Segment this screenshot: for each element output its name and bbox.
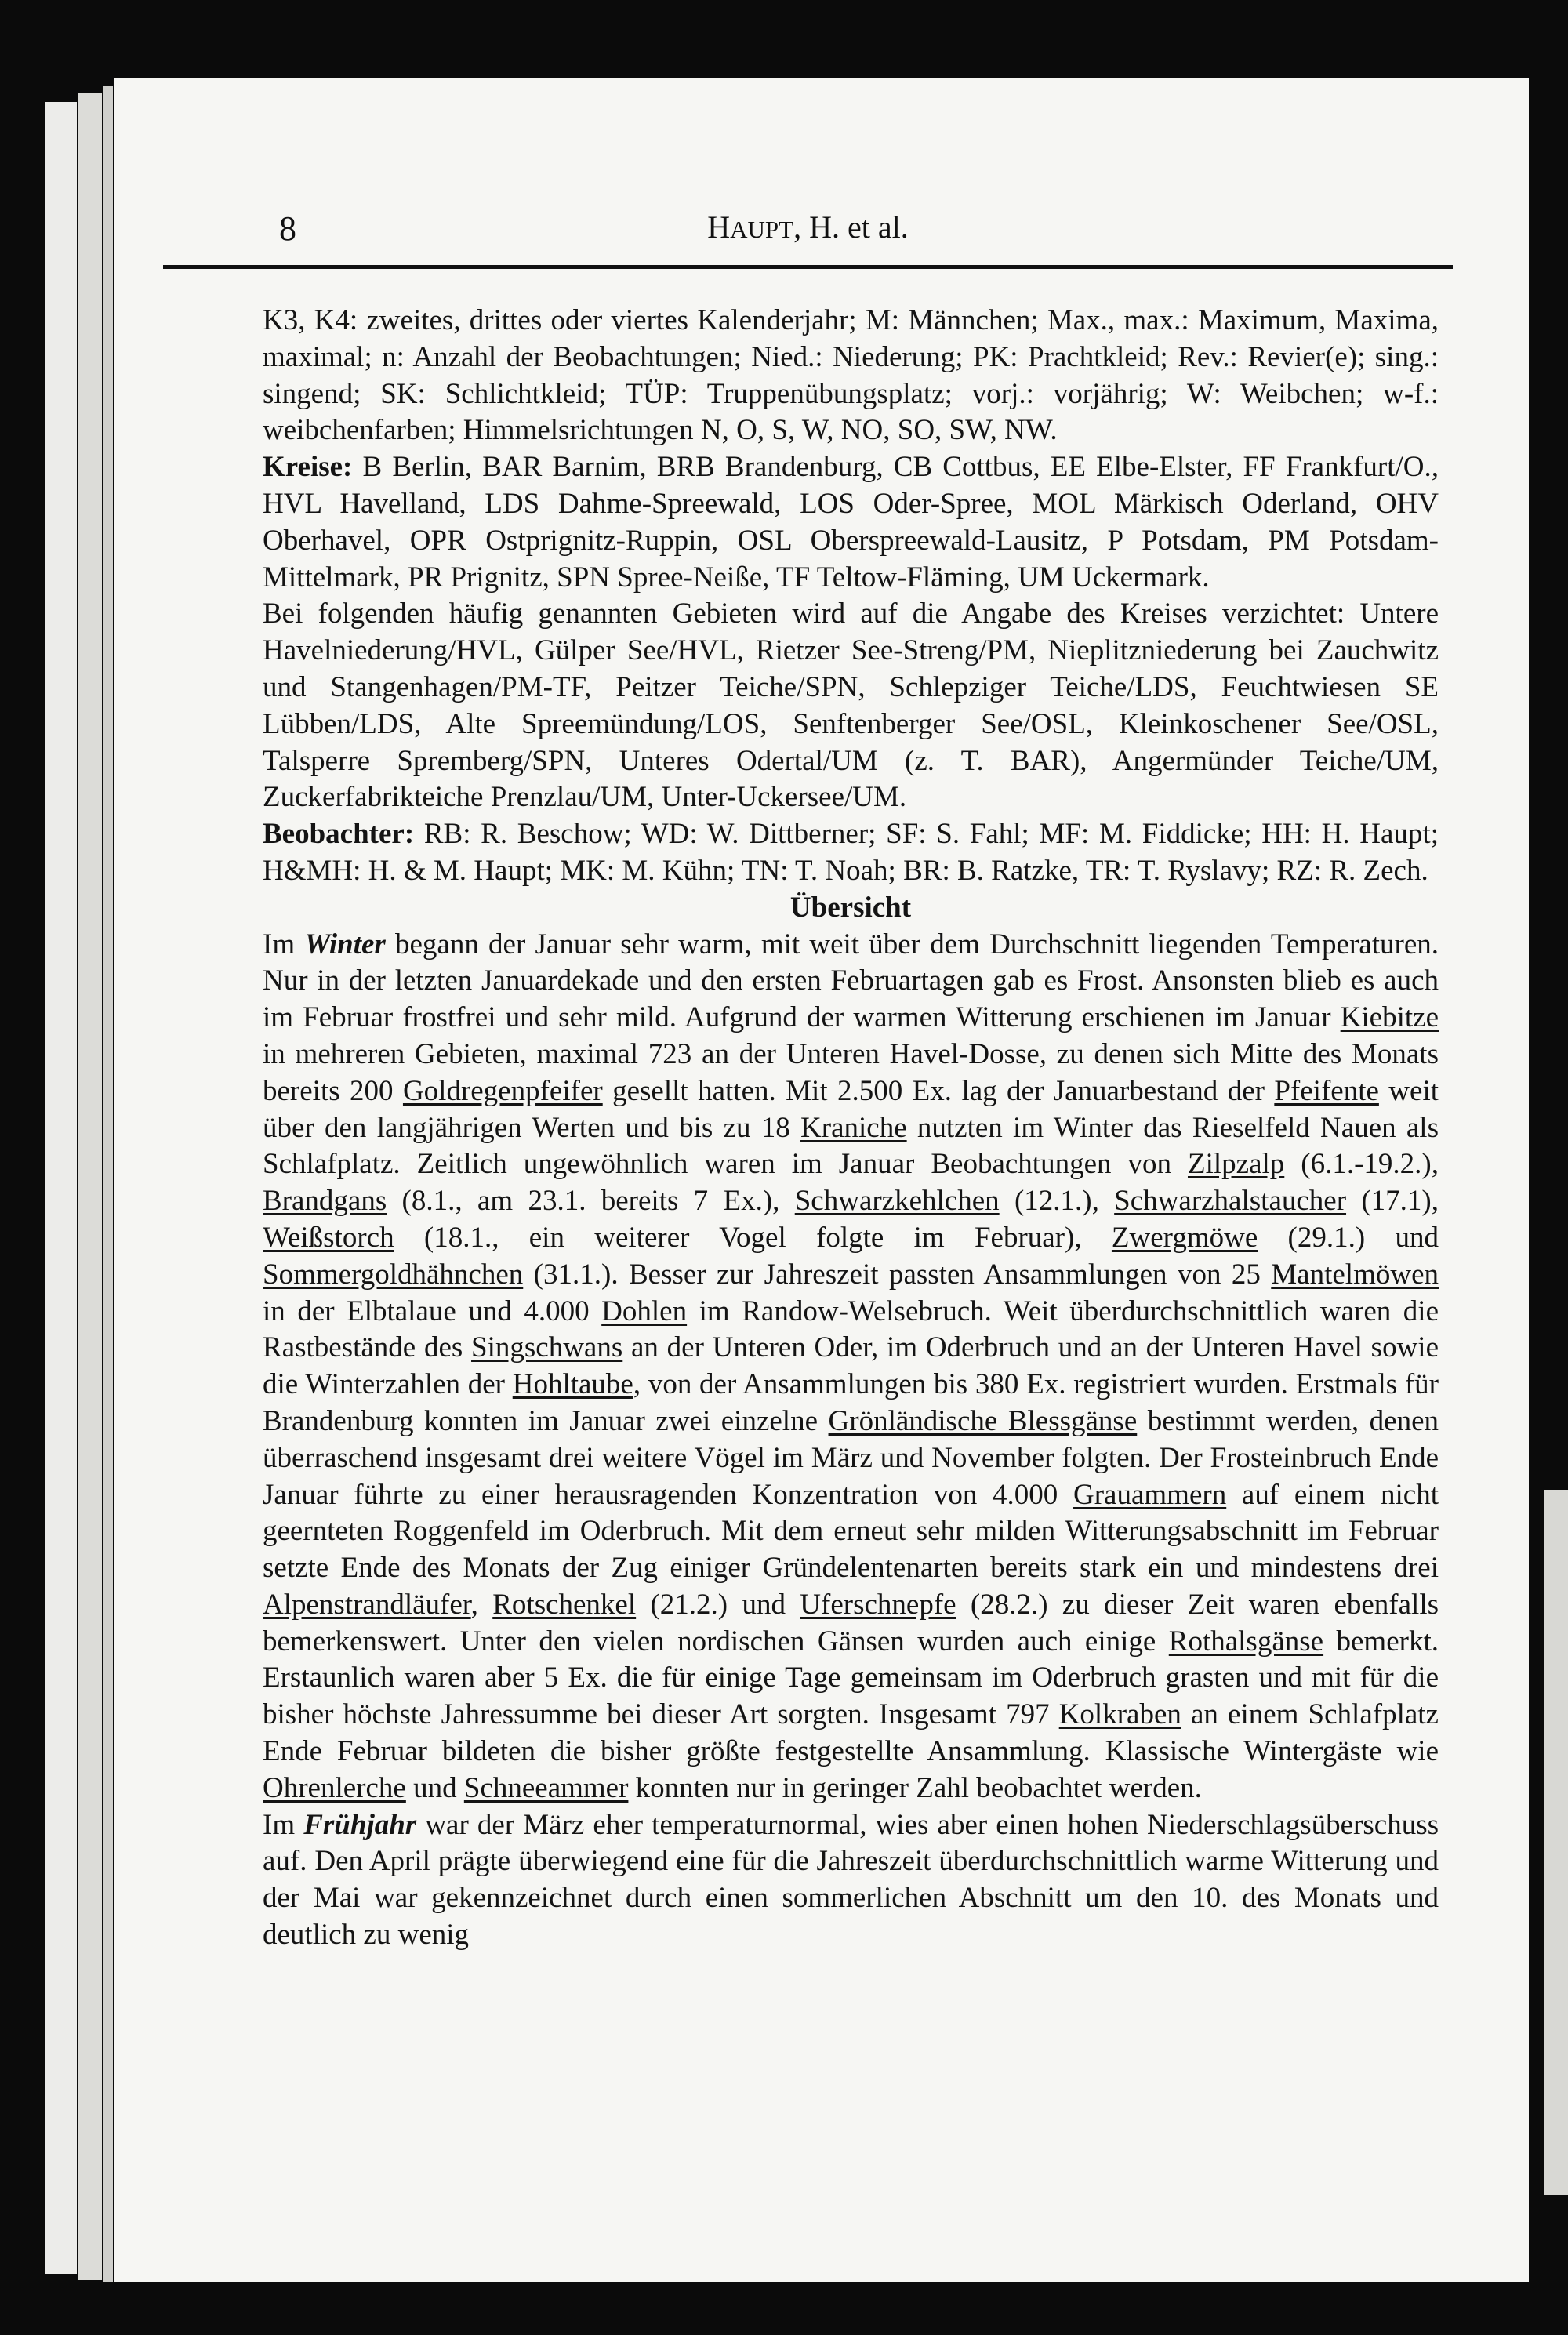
beobachter-text: RB: R. Beschow; WD: W. Dittberner; SF: S. Fahl; MF: M. Fiddicke; HH: H. Haupt; H&MH: H. & M. Haupt; MK: M. Kühn; TN: T. Noah; BR: B. Ratzke, TR: T. Ryslavy; RZ: R. Zech. xyxy=(263,818,1439,887)
species-name: Weißstorch xyxy=(263,1221,394,1254)
species-name: Brandgans xyxy=(263,1185,387,1218)
species-name: Uferschnepfe xyxy=(800,1588,956,1621)
species-name: Zwergmöwe xyxy=(1111,1221,1258,1254)
adjacent-page-edge xyxy=(1544,1490,1568,2195)
text-run: (31.1.). Besser zur Jahreszeit passten Ansammlungen von 25 xyxy=(523,1258,1272,1291)
species-name: Grönländische Blessgänse xyxy=(828,1404,1138,1437)
page-stack-edge xyxy=(45,102,77,2274)
page-header xyxy=(163,202,1453,269)
text-run: gesellt hatten. Mit 2.500 Ex. lag der Januarbestand der xyxy=(602,1074,1275,1107)
text-run: an einem Schlafplatz Ende Februar bildeten die bisher größte festgestellte Ansammlung. Klassische Wintergäste wie xyxy=(263,1698,1439,1768)
text-run: Im xyxy=(263,1808,304,1841)
species-name: Dohlen xyxy=(601,1295,688,1327)
page-number: 8 xyxy=(279,209,296,248)
text-run: (28.2.) zu dieser Zeit waren ebenfalls bemerkenswert. Unter den vielen nordischen Gänsen wurden auch einige xyxy=(263,1588,1439,1658)
text-run: begann der Januar sehr warm, mit weit über dem Durchschnitt liegenden Temperaturen. Nur in der letzten Januardekade und den ersten Februartagen gab es Frost. Ansonsten blieb es auch im Februar frostfrei und sehr mild. Aufgrund der warmen Witterung erschienen im Januar xyxy=(263,928,1439,1034)
abbreviations-paragraph: K3, K4: zweites, drittes oder viertes Kalenderjahr; M: Männchen; Max., max.: Maximum, Maxima, maximal; n: Anzahl der Beobachtungen; Nied.: Niederung; PK: Prachtkleid; Rev.: Revier(e); sing.: singend; SK: Schlichtkleid; TÜP: Truppenübungsplatz; vorj.: vorjährig; W: Weibchen; w-f.: weibchenfarben; Himmelsrichtungen N, O, S, W, NO, SO, SW, NW. xyxy=(263,304,1439,447)
season-term: Winter xyxy=(304,928,386,961)
winter-paragraph xyxy=(263,927,1439,1807)
kreise-text: B Berlin, BAR Barnim, BRB Brandenburg, CB Cottbus, EE Elbe-Elster, FF Frankfurt/O., HVL Havelland, LDS Dahme-Spreewald, LOS Oder-Spree, MOL Märkisch Oderland, OHV Oberhavel, OPR Ostprignitz-Ruppin, OSL Oberspreewald-Lausitz, P Potsdam, PM Potsdam-Mittelmark, PR Prignitz, SPN Spree-Neiße, TF Teltow-Fläming, UM Uckermark. xyxy=(263,451,1439,594)
text-run: (18.1., ein weiterer Vogel folgte im Februar), xyxy=(394,1221,1112,1254)
species-name: Schwarzkehlchen xyxy=(794,1185,1000,1218)
body-text xyxy=(263,303,1439,1954)
text-run: (12.1.), xyxy=(999,1185,1115,1218)
species-name: Mantelmöwen xyxy=(1271,1258,1439,1291)
kreise-paragraph xyxy=(263,449,1439,596)
text-run: war der März eher temperaturnormal, wies aber einen hohen Niederschlagsüberschuss auf. Den April prägte überwiegend eine für die Jahreszeit überdurchschnittlich warme Witterung und der Mai war gekennzeichnet durch einen sommerlichen Abschnitt um den 10. des Monats und deutlich zu wenig xyxy=(263,1808,1439,1952)
text-run: konnten nur in geringer Zahl beobachtet werden. xyxy=(628,1771,1202,1804)
text-run: in mehreren Gebieten, maximal 723 an der Unteren Havel-Dosse, zu denen sich Mitte des Monats bereits 200 xyxy=(263,1037,1439,1107)
text-run: und xyxy=(405,1771,464,1804)
text-run: weit über den langjährigen Werten und bis zu 18 xyxy=(263,1074,1439,1144)
text-run: , xyxy=(470,1588,493,1621)
species-name: Ohrenlerche xyxy=(263,1771,406,1804)
species-name: Singschwans xyxy=(471,1331,623,1364)
species-name: Rotschenkel xyxy=(492,1588,637,1621)
text-run: (8.1., am 23.1. bereits 7 Ex.), xyxy=(387,1185,795,1218)
species-name: Zilpzalp xyxy=(1187,1148,1285,1181)
text-run: Im xyxy=(263,928,305,961)
species-name: Goldregenpfeifer xyxy=(402,1074,603,1107)
species-name: Rothalsgänse xyxy=(1168,1625,1324,1658)
species-name: Kolkraben xyxy=(1058,1698,1181,1731)
species-name: Hohltaube xyxy=(512,1368,633,1401)
season-term: Frühjahr xyxy=(303,1808,417,1841)
species-name: Grauammern xyxy=(1073,1478,1227,1511)
gebiete-paragraph: Bei folgenden häufig genannten Gebieten wird auf die Angabe des Kreises verzichtet: Untere Havelniederung/HVL, Gülper See/HVL, Rietzer See-Streng/PM, Nieplitzniederung bei Zauchwitz und Stangenhagen/PM-TF, Peitzer Teiche/SPN, Schlepziger Teiche/LDS, Feuchtwiesen SE Lübben/LDS, Alte Spreemündung/LOS, Senftenberger See/OSL, Kleinkoschener See/OSL, Talsperre Spremberg/SPN, Unteres Odertal/UM (z. T. BAR), Angermünder Teiche/UM, Zuckerfabrikteiche Prenzlau/UM, Unter-Uckersee/UM. xyxy=(263,597,1439,814)
text-run: in der Elbtalaue und 4.000 xyxy=(263,1295,602,1327)
section-title: Übersicht xyxy=(789,891,912,924)
author-smallcaps: AUPT xyxy=(730,216,794,243)
text-run: auf einem nicht geernteten Roggenfeld im Oderbruch. Mit dem erneut sehr milden Witterungsabschnitt im Februar setzte Ende des Monats der Zug einiger Gründelentenarten bereits stark ein und mindestens drei xyxy=(263,1478,1439,1585)
text-run: (29.1.) und xyxy=(1258,1221,1439,1254)
species-name: Alpenstrandläufer xyxy=(263,1588,471,1621)
beobachter-label: Beobachter: xyxy=(263,818,415,851)
text-run: an der Unteren Oder, im Oderbruch und an der Unteren Havel sowie die Winterzahlen der xyxy=(263,1331,1439,1401)
text-run: bemerkt. Erstaunlich waren aber 5 Ex. die für einige Tage gemeinsam im Oderbruch grasten und mit für die bisher höchste Jahressumme bei dieser Art sorgten. Insgesamt 797 xyxy=(263,1625,1439,1731)
species-name: Kraniche xyxy=(800,1111,907,1144)
species-name: Sommergoldhähnchen xyxy=(263,1258,524,1291)
beobachter-paragraph xyxy=(263,816,1439,890)
species-name: Schwarzhalstaucher xyxy=(1114,1185,1347,1218)
species-name: Pfeifente xyxy=(1274,1074,1379,1107)
page-stack-edge xyxy=(78,93,102,2280)
author-rest: , H. et al. xyxy=(793,209,909,245)
species-name: Schneeammer xyxy=(463,1771,629,1804)
author-initial: H xyxy=(707,209,731,245)
text-run: bestimmt werden, denen überraschend insgesamt drei weitere Vögel im März und November folgten. Der Frosteinbruch Ende Januar führte zu einer herausragenden Konzentration von 4.000 xyxy=(263,1404,1439,1511)
page-stack-edge xyxy=(103,86,113,2282)
text-run: nutzten im Winter das Rieselfeld Nauen als Schlafplatz. Zeitlich ungewöhnlich waren im Januar Beobachtungen von xyxy=(263,1111,1439,1181)
text-run: (21.2.) und xyxy=(636,1588,800,1621)
text-run: (6.1.-19.2.), xyxy=(1284,1148,1439,1181)
kreise-label: Kreise: xyxy=(263,451,353,484)
fruehjahr-paragraph xyxy=(263,1807,1439,1954)
running-head xyxy=(163,209,1453,245)
species-name: Kiebitze xyxy=(1340,1001,1439,1034)
text-run: im Randow-Welsebruch. Weit überdurchschnittlich waren die Rastbestände des xyxy=(263,1295,1439,1364)
text-run: , von der Ansammlungen bis 380 Ex. registriert wurden. Erstmals für Brandenburg konnten im Januar zwei einzelne xyxy=(263,1368,1439,1437)
text-run: (17.1), xyxy=(1346,1185,1439,1218)
